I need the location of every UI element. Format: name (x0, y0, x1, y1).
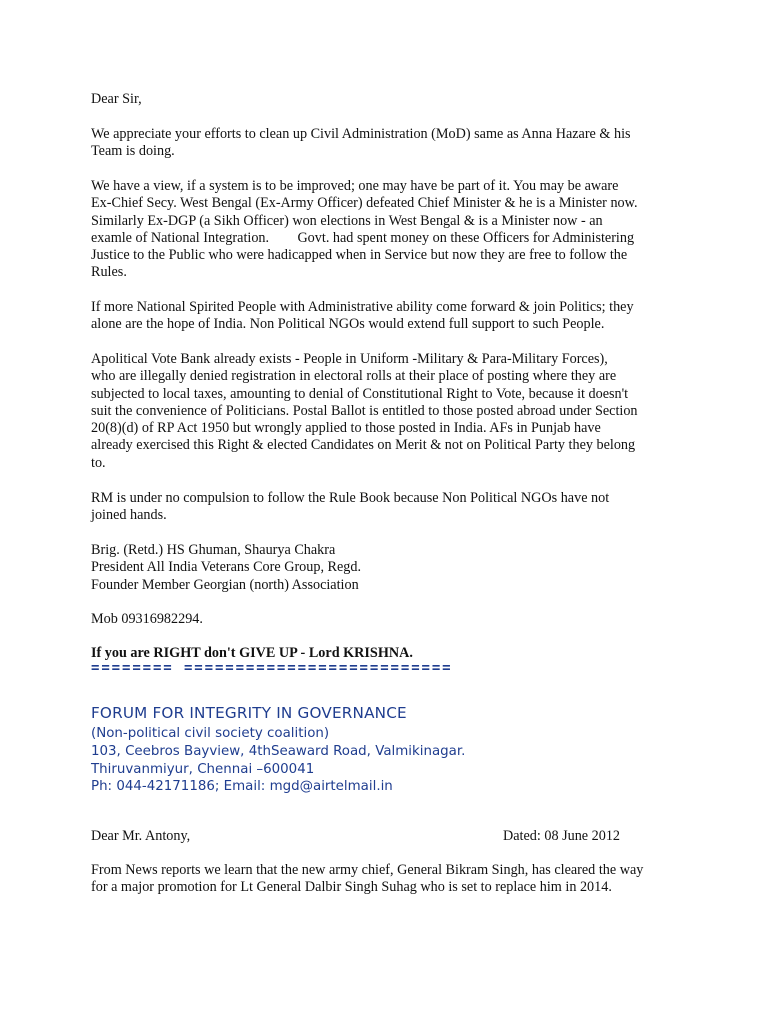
signature-title: President All India Veterans Core Group, Regd. (91, 559, 362, 576)
paragraph-3 (91, 299, 691, 334)
text-line: suit the convenience of Politicians. Postal Ballot is entitled to those posted abroad under Section (91, 402, 638, 419)
text-line: to. (91, 454, 106, 471)
text-line: Ex-Chief Secy. West Bengal (Ex-Army Officer) defeated Chief Minister & he is a Minister now. (91, 195, 638, 212)
text-line: who are illegally denied registration in electoral rolls at their place of posting where they are (91, 368, 617, 385)
text-line: subjected to local taxes, amounting to denial of Constitutional Right to Vote, because it doesn't (91, 385, 629, 402)
salutation (91, 91, 691, 108)
paragraph-2 (91, 178, 691, 282)
forum-subtitle: (Non-political civil society coalition) (91, 726, 330, 741)
motto-text: If you are RIGHT don't GIVE UP - Lord KRISHNA. (91, 645, 413, 661)
letter2-date: Dated: 08 June 2012 (503, 828, 621, 844)
separator-line: ======== ========================== (91, 660, 453, 676)
text-line: Rules. (91, 264, 127, 281)
letter2-paragraph-1 (91, 862, 691, 897)
forum-address-block (91, 725, 465, 796)
text-line: We have a view, if a system is to be improved; one may have be part of it. You may be aware (91, 178, 619, 194)
letter2-salutation: Dear Mr. Antony, (91, 828, 191, 844)
signature-name: Brig. (Retd.) HS Ghuman, Shaurya Chakra (91, 542, 336, 558)
text-line: Apolitical Vote Bank already exists - People in Uniform -Military & Para-Military Forces), (91, 351, 608, 367)
salutation-text: Dear Sir, (91, 91, 142, 107)
text-line: Justice to the Public who were hadicapped when in Service but now they are free to follow the (91, 247, 628, 264)
text-line: RM is under no compulsion to follow the Rule Book because Non Political NGOs have not (91, 490, 610, 506)
text-line: for a major promotion for Lt General Dalbir Singh Suhag who is set to replace him in 2014. (91, 879, 612, 896)
forum-address: 103, Ceebros Bayview, 4thSeaward Road, Valmikinagar. (91, 743, 466, 759)
forum-city: Thiruvanmiyur, Chennai –600041 (91, 761, 315, 777)
mobile-text: Mob 09316982294. (91, 611, 203, 627)
paragraph-1 (91, 126, 691, 161)
text-line: From News reports we learn that the new army chief, General Bikram Singh, has cleared the way (91, 862, 644, 878)
text-line: Team is doing. (91, 143, 175, 160)
text-line: We appreciate your efforts to clean up Civil Administration (MoD) same as Anna Hazare & his (91, 126, 631, 142)
paragraph-5 (91, 490, 691, 525)
forum-title: FORUM FOR INTEGRITY IN GOVERNANCE (91, 704, 407, 722)
text-line: alone are the hope of India. Non Political NGOs would extend full support to such People. (91, 316, 605, 333)
letter2-header (91, 828, 691, 845)
signature-block (91, 542, 691, 594)
paragraph-4 (91, 351, 691, 472)
signature-affiliation: Founder Member Georgian (north) Association (91, 576, 359, 593)
forum-contact: Ph: 044-42171186; Email: mgd@airtelmail.in (91, 779, 393, 795)
text-line: Similarly Ex-DGP (a Sikh Officer) won elections in West Bengal & is a Minister now - an (91, 212, 603, 229)
text-line: examle of National Integration. Govt. had spent money on these Officers for Administering (91, 229, 635, 246)
text-line: joined hands. (91, 507, 167, 524)
mobile-number (91, 611, 691, 628)
text-line: 20(8)(d) of RP Act 1950 but wrongly applied to those posted in India. AFs in Punjab have (91, 420, 601, 437)
text-line: If more National Spirited People with Administrative ability come forward & join Politics; they (91, 299, 634, 315)
text-line: already exercised this Right & elected Candidates on Merit & not on Political Party they belong (91, 437, 636, 454)
